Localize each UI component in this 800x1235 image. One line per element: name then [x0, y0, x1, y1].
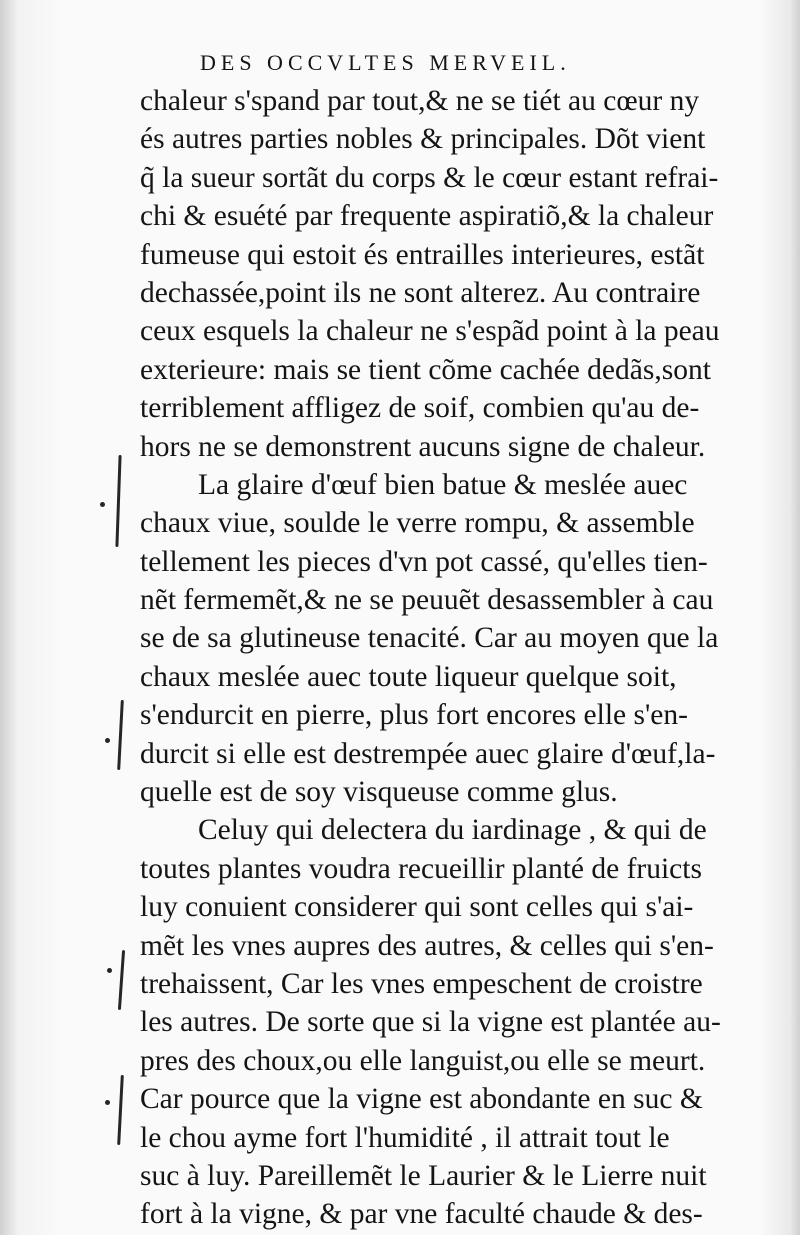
text-line: pres des choux,ou elle languist,ou elle se meurt.	[140, 1044, 706, 1077]
text-line: és autres parties nobles & principales. Dõt vient	[140, 123, 706, 156]
margin-dot-mark	[105, 738, 110, 743]
margin-bracket-mark	[117, 1075, 124, 1145]
text-line: toutes plantes voudra recueillir planté de fruicts	[140, 852, 702, 885]
text-line: luy conuient considerer qui sont celles qui s'ai-	[140, 891, 694, 924]
margin-bracket-mark	[115, 455, 121, 547]
text-line: se de sa glutineuse tenacité. Car au moyen que la	[140, 622, 719, 655]
text-line: le chou ayme fort l'humidité , il attrait tout le	[140, 1121, 670, 1154]
text-line: fumeuse qui estoit és entrailles interieures, estãt	[140, 238, 705, 271]
text-line: chaux viue, soulde le verre rompu, & assemble	[140, 507, 695, 540]
text-line: nẽt fermemẽt,& ne se peuuẽt desassembler à cau	[140, 584, 714, 617]
text-line: ceux esquels la chaleur ne s'espãd point à la peau	[140, 315, 720, 348]
margin-dot-mark	[105, 1100, 110, 1105]
text-line: terriblement affligez de soif, combien qu'au de-	[140, 392, 700, 425]
text-line: les autres. De sorte que si la vigne est plantée au-	[140, 1006, 721, 1039]
margin-bracket-mark	[117, 700, 124, 770]
text-line: tellement les pieces d'vn pot cassé, qu'elles tien-	[140, 545, 708, 578]
text-line: exterieure: mais se tient cõme cachée dedãs,sont	[140, 353, 711, 386]
paragraph-start-line: La glaire d'œuf bien batue & meslée auec	[198, 468, 688, 501]
text-line: s'endurcit en pierre, plus fort encores elle s'en-	[140, 699, 688, 732]
text-line: durcit si elle est destrempée auec glaire d'œuf,la-	[140, 737, 716, 770]
text-line: quelle est de soy visqueuse comme glus.	[140, 776, 618, 809]
text-line: chi & esuété par frequente aspiratiõ,& la chaleur	[140, 200, 714, 233]
text-line: q̃ la sueur sortãt du corps & le cœur estant refrai-	[140, 161, 719, 194]
text-line: suc à luy. Pareillemẽt le Laurier & le Lierre nuit	[140, 1159, 707, 1192]
text-line: mẽt les vnes aupres des autres, & celles qui s'en-	[140, 929, 714, 962]
text-line: fort à la vigne, & par vne faculté chaude & des-	[140, 1198, 703, 1231]
body-text	[140, 82, 770, 1234]
margin-dot-mark	[100, 502, 105, 507]
text-line: dechassée,point ils ne sont alterez. Au contraire	[140, 276, 701, 309]
text-line: Car pource que la vigne est abondante en suc &	[140, 1083, 703, 1116]
paragraph-start-line: Celuy qui delectera du iardinage , & qui de	[198, 814, 707, 847]
text-line: chaleur s'spand par tout,& ne se tiét au cœur ny	[140, 85, 700, 117]
text-line: chaux meslée auec toute liqueur quelque soit,	[140, 660, 677, 693]
margin-bracket-mark	[118, 950, 125, 1010]
text-line: hors ne se demonstrent aucuns signe de chaleur.	[140, 430, 706, 463]
text-line: trehaissent, Car les vnes empeschent de croistre	[140, 967, 703, 1000]
running-header: DES OCCVLTES MERVEIL.	[200, 50, 571, 75]
margin-dot-mark	[107, 968, 112, 973]
